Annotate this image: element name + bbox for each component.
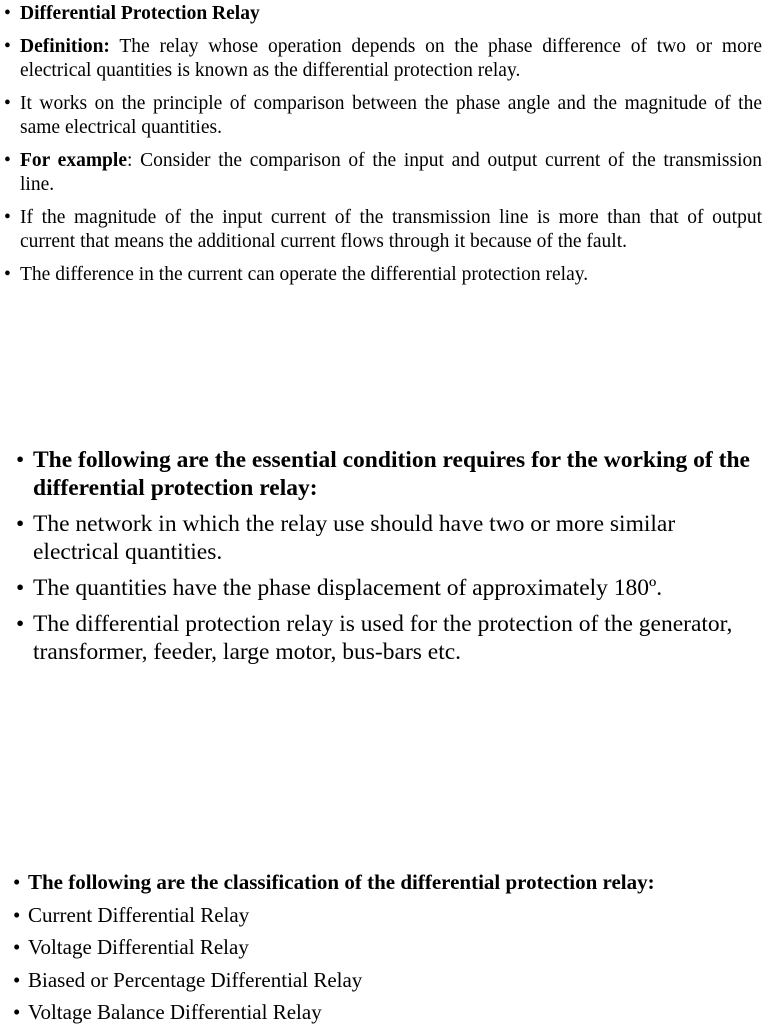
conditions-heading-bullet — [16, 446, 750, 502]
definition-text: The relay whose operation depends on the phase difference of two or more electrical quantities is known as the differential protection relay. — [20, 36, 762, 81]
principle-text: It works on the principle of comparison between the phase angle and the magnitude of the same electrical quantities. — [20, 93, 762, 138]
example-bullet — [4, 149, 762, 197]
classification-item: Biased or Percentage Differential Relay — [28, 967, 363, 992]
section-title: Differential Protection Relay — [20, 3, 260, 24]
bullet-mark: • — [4, 264, 11, 285]
conditions-heading: The following are the essential condition requires for the working of the differential protection relay: — [33, 447, 750, 501]
relay-overview-section — [4, 2, 762, 296]
principle-bullet — [4, 92, 762, 140]
definition-label: Definition: — [20, 36, 110, 57]
classification-heading: The following are the classification of the differential protection relay: — [28, 870, 655, 894]
list-item — [13, 935, 753, 959]
example-label: For example — [20, 150, 127, 171]
bullet-mark: • — [13, 1000, 21, 1024]
bullet-mark: • — [13, 870, 21, 894]
condition-text: The network in which the relay use should have two or more similar electrical quantities. — [33, 511, 676, 565]
list-item — [16, 610, 750, 666]
list-item — [13, 903, 753, 927]
list-item — [16, 510, 750, 566]
bullet-mark: • — [4, 150, 11, 171]
example-text: : Consider the comparison of the input and output current of the transmission line. — [20, 150, 763, 195]
bullet-mark: • — [4, 36, 11, 57]
bullet-mark: • — [4, 93, 11, 114]
bullet-mark: • — [13, 935, 21, 959]
list-item — [16, 574, 750, 602]
bullet-mark: • — [16, 575, 25, 601]
condition-text: The differential protection relay is used for the protection of the generator, transformer, feeder, large motor, bus-bars etc. — [33, 611, 733, 665]
definition-bullet — [4, 35, 762, 83]
bullet-mark: • — [4, 3, 11, 24]
fault-bullet — [4, 206, 762, 254]
difference-bullet — [4, 263, 762, 287]
condition-text: The quantities have the phase displacement of approximately 180º. — [33, 575, 663, 601]
fault-text: If the magnitude of the input current of the transmission line is more than that of output current that means the additional current flows through it because of the fault. — [20, 207, 762, 252]
classification-section — [13, 870, 753, 1033]
bullet-mark: • — [4, 207, 11, 228]
classification-heading-bullet — [13, 870, 753, 894]
list-item — [13, 1000, 753, 1024]
working-conditions-section — [16, 446, 750, 674]
bullet-mark: • — [13, 902, 21, 927]
title-bullet — [4, 2, 762, 26]
classification-item: Voltage Differential Relay — [28, 935, 249, 959]
classification-item: Current Differential Relay — [28, 902, 250, 927]
bullet-mark: • — [16, 511, 25, 537]
classification-item: Voltage Balance Differential Relay — [28, 1000, 322, 1024]
bullet-mark: • — [16, 447, 25, 473]
difference-text: The difference in the current can operate the differential protection relay. — [20, 264, 589, 285]
list-item — [13, 968, 753, 992]
bullet-mark: • — [16, 611, 25, 637]
bullet-mark: • — [13, 967, 21, 992]
